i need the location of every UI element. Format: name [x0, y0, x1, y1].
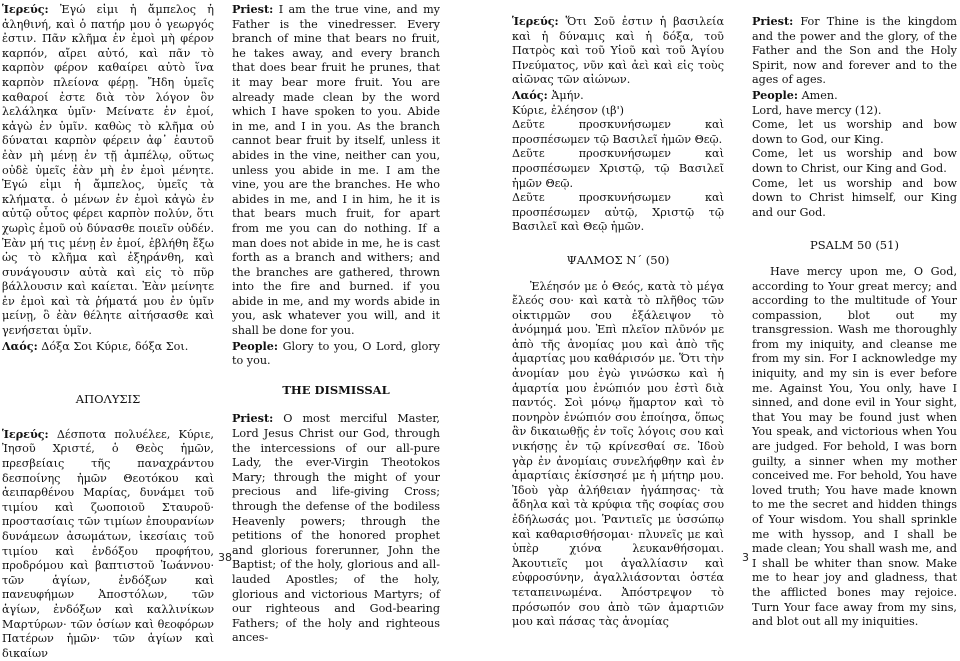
speaker-label: People:	[232, 338, 279, 353]
greek-come-worship-1: Δεῦτε προσκυνήσωμεν καὶ προσπέσωμεν τῷ Βασιλεῖ ἡμῶν Θεῷ.	[512, 118, 724, 146]
greek-come-worship-3: Δεῦτε προσκυνήσωμεν καὶ προσπέσωμεν αὐτῷ, Χριστῷ τῷ Βασιλεῖ καὶ Θεῷ ἡμῶν.	[512, 191, 724, 234]
paragraph-text: Δόξα Σοι Κύριε, δόξα Σοι.	[41, 339, 189, 353]
psalm-heading: ΨΑΛΜΟΣ Ν΄ (50)	[566, 252, 670, 267]
english-come-worship-1: Come, let us worship and bow down to God, our King.	[752, 118, 957, 146]
left-greek-column	[2, 2, 214, 661]
paragraph-text: For Thine is the kingdom and the power and the glory, of the Father and the Son and the Holy Spirit, now and forever and to the ages of ages.	[752, 15, 957, 87]
page-number: 38	[218, 551, 232, 564]
english-come-worship-3: Come, let us worship and bow down to Christ himself, our King and our God.	[752, 176, 957, 219]
english-people-amen	[752, 88, 957, 104]
speaker-label: Λαός:	[2, 338, 38, 353]
greek-people-amen	[512, 88, 724, 104]
greek-ekphonesis	[512, 14, 724, 88]
paragraph-text: Amen.	[801, 88, 838, 102]
right-greek-column	[512, 14, 724, 630]
paragraph-text: O most merciful Master, Lord Jesus Christ our God, through the intercessions of our all-pure Lady, the ever-Virgin Theotokos Mary; through the might of your precious and life-giving Cross; through the defense of the bodiless Heavenly powers; through the petitions of the honored prophet and glorious forerunner, John the Baptist; of the holy, glorious and all-lauded Apostles; of the holy, glorious and victorious Martyrs; of our righteous and God-bearing Fathers; of the holy and righteous ances-	[232, 412, 440, 645]
speaker-label: Ἱερεύς:	[2, 426, 49, 441]
paragraph-text: Ὅτι Σοῦ ἐστιν ἡ βασιλεία καὶ ἡ δύναμις καὶ ἡ δόξα, τοῦ Πατρὸς καὶ τοῦ Υἱοῦ καὶ τοῦ Ἁγίου Πνεύματος, νῦν καὶ ἀεὶ καὶ εἰς τοὺς αἰῶνας τῶν αἰώνων.	[512, 15, 725, 87]
greek-people-response	[2, 339, 214, 355]
speaker-label: Priest:	[232, 411, 274, 426]
speaker-label: Ἱερεύς:	[2, 2, 49, 16]
section-heading: ΑΠΟΛΥΣΙΣ	[75, 392, 141, 407]
speaker-label: People:	[752, 87, 799, 102]
paragraph-text: Glory to you, O Lord, glory to you.	[232, 339, 440, 368]
paragraph-text: Ἐγώ εἰμι ἡ ἄμπελος ἡ ἀληθινή, καὶ ὁ πατήρ μου ὁ γεωργός ἐστιν. Πᾶν κλῆμα ἐν ἐμοὶ μὴ φέρον καρπόν, αἴρει αὐτό, καὶ πᾶν τὸ καρπὸν φέρον καθαίρει αὐτὸ ἵνα καρπὸν πλείονα φέρῃ. Ἤδη ὑμεῖς καθαροί ἐστε διὰ τὸν λόγον ὃν λελάληκα ὑμῖν· Μείνατε ἐν ἐμοί, κἀγὼ ἐν ὑμῖν. καθὼς τὸ κλῆμα οὐ δύναται καρπὸν φέρειν ἀφ᾽ ἑαυτοῦ ἐὰν μὴ μένῃ ἐν τῇ ἀμπέλῳ, οὕτως οὐδὲ ὑμεῖς ἐὰν μὴ ἐν ἐμοὶ μένητε. Ἐγώ εἰμι ἡ ἄμπελος, ὑμεῖς τὰ κλήματα. ὁ μένων ἐν ἐμοὶ κἀγὼ ἐν αὐτῷ οὗτος φέρει καρπὸν πολύν, ὅτι χωρὶς ἐμοῦ οὐ δύνασθε ποιεῖν οὐδέν. Ἐὰν μή τις μένῃ ἐν ἐμοί, ἐβλήθη ἔξω ὡς τὸ κλῆμα καὶ ἐξηράνθη, καὶ συνάγουσιν αὐτὰ καὶ εἰς τὸ πῦρ βάλλουσιν καὶ καίεται. Ἐὰν μείνητε ἐν ἐμοὶ καὶ τὰ ῥήματά μου ἐν ὑμῖν μείνῃ, ὃ ἐὰν θέλητε αἰτήσασθε καὶ γενήσεται ὑμῖν.	[2, 3, 215, 338]
paragraph-text: I am the true vine, and my Father is the vinedresser. Every branch of mine that bears no fruit, he takes away, and every branch that does bear fruit he prunes, that it may bear more fruit. You are already made clean by the word which I have spoken to you. Abide in me, and I in you. As the branch cannot bear fruit by itself, unless it abides in the vine, neither can you, unless you abide in me. I am the vine, you are the branches. He who abides in me, and I in him, he it is that bears much fruit, for apart from me you can do nothing. If a man does not abide in me, he is cast forth as a branch and withers; and the branches are gathered, thrown into the fire and burned. if you abide in me, and my words abide in you, ask whatever you will, and it shall be done for you.	[232, 3, 440, 338]
right-english-column	[752, 14, 957, 630]
speaker-label: Priest:	[752, 14, 794, 28]
greek-come-worship-2: Δεῦτε προσκυνήσωμεν καὶ προσπέσωμεν Χριστῷ, τῷ Βασιλεῖ ἡμῶν Θεῷ.	[512, 147, 724, 190]
left-english-column	[232, 2, 440, 646]
paragraph-text: Ἀμήν.	[551, 88, 584, 102]
speaker-label: Λαός:	[512, 87, 548, 102]
greek-kyrie: Κύριε, ἐλέησον (ιβ')	[512, 103, 625, 117]
greek-psalm-text: Ἐλέησόν με ὁ Θεός, κατὰ τὸ μέγα ἔλεός σου· καὶ κατὰ τὸ πλῆθος τῶν οἰκτιρμῶν σου ἐξάλειψον τὸ ἀνόμημά μου. Ἐπὶ πλεῖον πλῦνόν με ἀπὸ τῆς ἀνομίας μου καὶ ἀπὸ τῆς ἁμαρτίας μου καθάρισόν με. Ὅτι τὴν ἀνομίαν μου ἐγὼ γινώσκω καὶ ἡ ἁμαρτία μου ἐνώπιόν μου ἐστὶ διὰ παντός. Σοὶ μόνῳ ἥμαρτον καὶ τὸ πονηρὸν ἐνώπιόν σου ἐποίησα, ὅπως ἂν δικαιωθῇς ἐν τοῖς λόγοις σου καὶ νικήσῃς ἐν τῷ κρίνεσθαί σε. Ἰδοὺ γὰρ ἐν ἀνομίαις συνελήφθην καὶ ἐν ἁμαρτίαις ἐκίσσησέ με ἡ μήτηρ μου. Ἰδοὺ γὰρ ἀλήθειαν ἠγάπησας· τὰ ἄδηλα καὶ τὰ κρύφια τῆς σοφίας σου ἐδήλωσάς μοι. Ῥαντιεῖς με ὑσσώπῳ καὶ καθαρισθήσομαι· πλυνεῖς με καὶ ὑπὲρ χιόνα λευκανθήσομαι. Ἀκουτιεῖς μοι ἀγαλλίασιν καὶ εὐφροσύνην, ἀγαλλιάσονται ὀστέα τεταπεινωμένα. Ἀπόστρεψον τὸ πρόσωπόν σου ἀπὸ τῶν ἁμαρτιῶν μου καὶ πάσας τὰς ἀνομίας	[512, 279, 724, 629]
greek-gospel-paragraph	[2, 2, 214, 339]
psalm-heading: PSALM 50 (51)	[810, 238, 899, 253]
english-kyrie: Lord, have mercy (12).	[752, 103, 882, 117]
section-heading: THE DISMISSAL	[282, 382, 390, 397]
english-gospel-paragraph	[232, 2, 440, 339]
speaker-label: Priest:	[232, 2, 274, 16]
page-number: 3	[742, 551, 749, 564]
speaker-label: Ἱερεύς:	[512, 14, 559, 28]
english-ekphonesis	[752, 14, 957, 88]
english-dismissal-paragraph	[232, 411, 440, 646]
paragraph-text: Δέσποτα πολυέλεε, Κύριε, Ἰησοῦ Χριστέ, ὁ Θεὸς ἡμῶν, πρεσβείαις τῆς παναχράντου δεσποίνης ἡμῶν Θεοτόκου καὶ ἀειπαρθένου Μαρίας, δυνάμει τοῦ τιμίου καὶ ζωοποιοῦ Σταυροῦ· προστασίαις τῶν τιμίων ἐπουρανίων δυνάμεων ἀσωμάτων, ἱκεσίαις τοῦ τιμίου καὶ ἐνδόξου προφήτου, προδρόμου καὶ βαπτιστοῦ Ἰωάννου· τῶν ἁγίων, ἐνδόξων καὶ πανευφήμων Ἀποστόλων, τῶν ἁγίων, ἐνδόξων καὶ καλλινίκων Μαρτύρων· τῶν ὁσίων καὶ θεοφόρων Πατέρων ἡμῶν· τῶν ἁγίων καὶ δικαίων	[2, 427, 214, 660]
english-come-worship-2: Come, let us worship and bow down to Christ, our King and God.	[752, 147, 957, 175]
greek-dismissal-paragraph	[2, 427, 214, 661]
english-psalm-text: Have mercy upon me, O God, according to Your great mercy; and according to the multitude of Your compassion, blot out my transgression. Wash me thoroughly from my iniquity, and cleanse me from my sin. For I acknowledge my iniquity, and my sin is ever before me. Against You, You only, have I sinned, and done evil in Your sight, that You may be found just when You speak, and victorious when You are judged. For behold, I was born guilty, a sinner when my mother conceived me. For behold, You have loved truth; You have made known to me the secret and hidden things of Your wisdom. You shall sprinkle me with hyssop, and I shall be made clean; You shall wash me, and I shall be whiter than snow. Make me to hear joy and gladness, that the afflicted bones may rejoice. Turn Your face away from my sins, and blot out all my iniquities.	[752, 264, 957, 629]
english-people-response	[232, 339, 440, 369]
